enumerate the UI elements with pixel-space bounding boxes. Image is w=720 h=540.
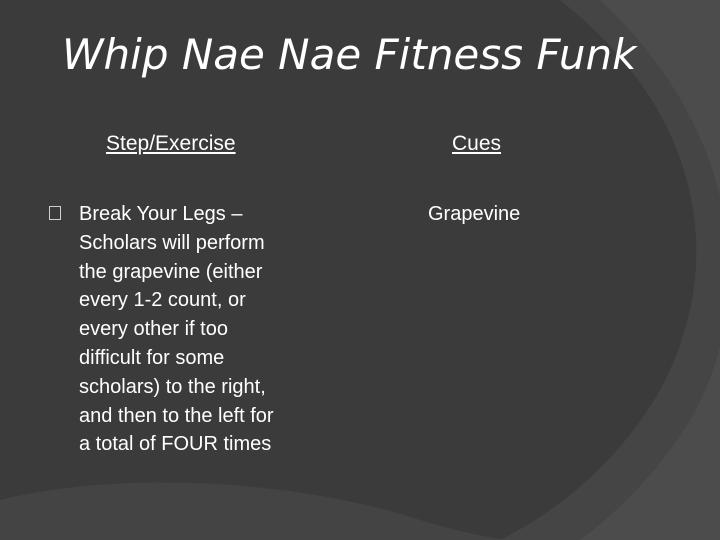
step-line: difficult for some [79,346,225,369]
cue-text: Grapevine [428,203,521,225]
step-line: and then to the left for [79,404,274,427]
column-header-cues: Cues [452,132,502,155]
checkbox-bullet-icon [49,206,61,220]
step-description [79,200,329,459]
slide-title: Whip Nae Nae Fitness Funk [62,30,637,79]
step-line: Scholars will perform [79,231,265,254]
column-header-step-exercise: Step/Exercise [106,132,236,155]
step-line: scholars) to the right, [79,375,266,398]
step-line: a total of FOUR times [79,433,272,456]
step-line: every 1-2 count, or [79,289,246,312]
step-line: the grapevine (either [79,260,263,283]
step-line: Break Your Legs – [79,203,243,225]
step-line: every other if too [79,318,228,341]
